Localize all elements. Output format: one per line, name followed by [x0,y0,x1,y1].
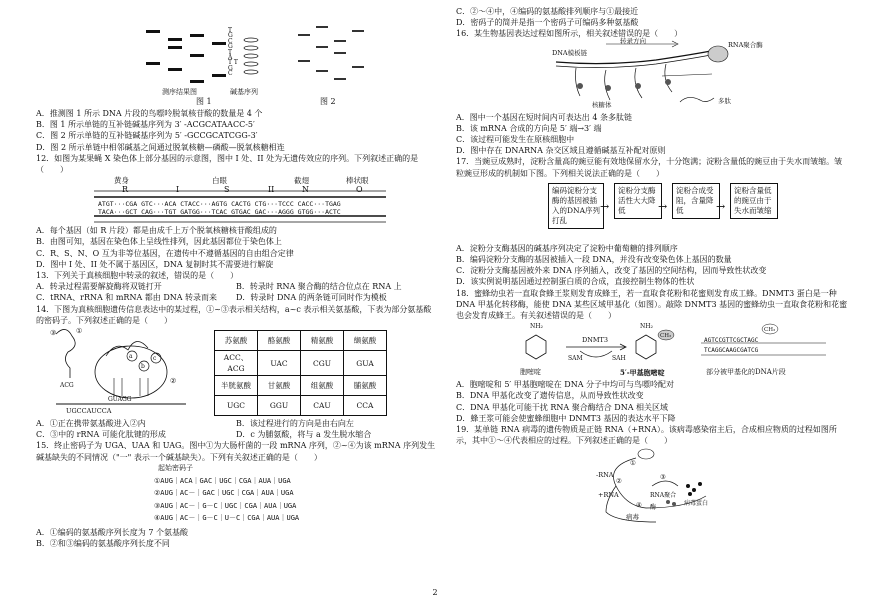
q17-options [456,243,848,288]
region-i: I [176,185,180,195]
strand-top-6: CACC···TGAG [297,200,341,209]
q14-option-c: C．③中的 rRNA 可能化肽键的形成 [36,430,166,440]
q17-option-b: B．编码淀粉分支酶的基因被插入一段 DNA，并没有改变染色体上基因的数量 [456,255,732,265]
q14-label-b: b [141,363,145,371]
q17-option-c: C．淀粉分支酶基因被外来 DNA 序列插入，改变了基因的空间结构，因而导致性状改变 [456,266,767,276]
flow-arrow-1: → [600,199,610,213]
rna-virus-figure [456,446,848,526]
q16-label-rnapol: RNA聚合酶 [728,40,763,49]
gene-label-bar: 棒状眼 [346,176,369,186]
strand-bottom-4: GTGAC [231,208,251,217]
figure-1-2 [36,0,436,98]
strand-bottom [98,207,341,218]
table-cell: 缬氨酸 [344,331,387,351]
q14-label-1: ① [76,327,83,336]
q18-option-b: B．DNA 甲基化改变了遗传信息，从而导致性状改变 [456,391,644,401]
q18-label-cytosine: 胞嘧啶 [520,368,541,377]
strand-bottom-5: GAC···AGGG [254,208,294,217]
q12-option-b: B．由图可知，基因在染色体上呈线性排列，因此基因都位于染色体上 [36,237,282,247]
table-row [215,351,387,376]
q19-label-protein: 病毒蛋白 [684,500,709,508]
q18-option-c: C．DNA 甲基化可能干扰 RNA 聚合酶结合 DNA 相关区域 [456,402,669,412]
q15-option-c: C．②～④中，④编码的氨基酸排列顺序与①最接近 [456,7,639,16]
table-cell: UGC [215,396,258,416]
q14-label-c: c [153,355,157,363]
q18-label-ch3-dna: CH₃ [764,327,776,334]
fig-captions [36,98,436,108]
flow-box-2: 淀粉分支酶活性大大降低 [614,183,662,219]
q12-option-d: D．图中 I 处、II 处不属于基因区，DNA 复制时其不需要进行解旋 [36,259,274,269]
gene-expression-figure [456,40,848,112]
q13-option-d: D．转录时 DNA 的两条链可同时作为模板 [236,293,387,303]
q13-stem: 13．下列关于真核细胞中转录的叙述，错误的是（ ） [36,271,239,281]
q16-label-direction: 转录方向 [620,36,646,45]
strand-top-3: CTACC···AGTG [180,200,228,209]
fig2-caption: 图 2 [320,97,336,106]
strand-top-1: ATGT···CGA [98,200,138,209]
q19-label-step-2: ② [616,477,622,486]
q19-figure [456,446,848,526]
q15-row-1: ①AUG｜ACA｜GAC｜UGC｜CGA｜AUA｜UGA [154,476,291,485]
q14-label-mrna: UGCCAUCCA [66,407,112,416]
q13-option-c: C．tRNA、rRNA 和 mRNA 都由 DNA 转录而来 [36,293,218,303]
table-cell: ACC、ACG [215,351,258,376]
q12-gene-diagram [36,175,436,225]
table-cell: GUA [344,351,387,376]
strand-bottom-1: TACA···GCT [98,208,138,217]
q18-options [456,379,848,424]
q12-option-c: C．R、S、N、O 互为非等位基因，在遗传中不遵循基因的自由组合定律 [36,248,294,258]
table-cell: 精氨酸 [301,331,344,351]
table-cell: 脯氨酸 [344,376,387,396]
q15-stem: 15．终止密码子为 UGA、UAA 和 UAG。图中①为大肠杆菌的一段 mRNA 序列，②~④为该 mRNA 序列发生碱基缺失的不同情况（"一" 表示一个碱基缺失）。下列有关叙述正确的是（ ） [36,441,436,462]
q18-option-d: D．蜂王浆可能会使蜜蜂细胞中 DNMT3 基因的表达水平下降 [456,413,676,423]
q19-label-step-3: ③ [660,473,666,482]
flow-box-1: 编码淀粉分支酶的基因被插入的DNA序列打乱 [548,183,604,229]
q14-figure-row [36,326,436,418]
q13-options-row1 [36,281,436,292]
q16-stem: 16．某生物基因表达过程如图所示，相关叙述错误的是（ ） [456,29,683,39]
table-row [215,376,387,396]
fig1-sub1: 测序结果图 [162,88,197,96]
q12-options [36,225,436,270]
table-row [215,396,387,416]
flow-arrow-3: → [716,199,726,213]
q18-strand-top: AGTCCGTTCGCTAGC [704,337,759,345]
q14-option-a: A．①正在携带氨基酸进入②内 [36,419,146,429]
q14-label-a: a [129,353,133,361]
right-column [456,6,848,526]
q18-label-nh2-a: NH₂ [530,323,543,331]
q15-option-d: D．密码子的简并是指一个密码子可编码多种氨基酸 [456,18,639,28]
q17-option-a: A．淀粉分支酶基因的碱基序列决定了淀粉中葡萄糖的排列顺序 [456,243,678,253]
q14-option-b: B．该过程进行的方向是由右向左 [236,419,354,429]
q15-option-b: B．②和③编码的氨基酸序列长度不同 [36,539,170,549]
q16-option-b: B．该 mRNA 合成的方向是 5′ 端→3′ 端 [456,123,602,133]
q14-label-acg: ACG [60,382,74,390]
q12-option-a: A．每个基因（如 R 片段）都是由成千上万个脱氧核糖核苷酸组成的 [36,226,277,236]
q16-label-ribosome: 核糖体 [592,100,612,109]
strand-bottom-6: GTGG···ACTC [297,208,341,217]
q18-label-sam: SAM [568,355,583,363]
q18-label-5mc: 5′-甲基胞嘧啶 [620,368,665,378]
q11-option-d: D．图 2 所示单链中相邻碱基之间通过脱氧核糖—磷酸—脱氧核糖相连 [36,142,285,152]
strand-bottom-3: GATGG···TCAC [180,208,228,217]
q16-option-c: C．该过程可能发生在原核细胞中 [456,135,575,145]
q19-label-step-4: ④ [636,501,642,510]
table-cell: 苏氨酸 [215,331,258,351]
q14-label-anticodons: GUAGG [108,396,132,404]
q15-mrna-figure [36,463,436,527]
q18-label-sah: SAH [612,355,626,363]
q11-option-c: C．图 2 所示单链的互补链碱基序列为 5′ -GCCGCATCGG-3′ [36,131,258,141]
table-cell: CCA [344,396,387,416]
fig1-sub2: 碱基序列 [230,88,258,96]
region-n: N [302,185,309,195]
table-cell: 组氨酸 [301,376,344,396]
q18-option-a: A．胞嘧啶和 5′ 甲基胞嘧啶在 DNA 分子中均可与鸟嘌呤配对 [456,380,675,390]
q19-label-plus-rna: +RNA [598,491,619,500]
gene-label-yellow: 黄身 [114,176,129,186]
q18-label-nh2-b: NH₂ [640,323,653,331]
start-codon-label: 起始密码子 [158,463,193,472]
q19-label-virus: 病毒 [626,513,639,522]
q16-figure [456,36,848,112]
strand-top-4: CACTG [231,200,251,209]
q18-label-dnmt3: DNMT3 [582,336,609,345]
q16-label-dna: DNA模板链 [552,48,588,57]
q11-option-b: B．图 1 所示单链的互补链碱基序列为 3′ -ACGCATAACC-5′ [36,120,255,130]
q16-options [456,112,848,157]
table-cell: 酪氨酸 [258,331,301,351]
strand-top-5: CTG···TCCC [254,200,294,209]
q18-label-methylated-dna: 部分被甲基化的DNA片段 [706,368,786,377]
q19-label-minus-rna: -RNA [596,471,614,480]
flow-box-3: 淀粉合成受阻，含量降低 [672,183,720,219]
q13-option-a: A．转录过程需要解旋酶将双链打开 [36,282,162,292]
q19-label-rnapol: RNA聚合酶 [650,492,677,511]
q16-option-d: D．图中存在 DNARNA 杂交区域且遵循碱基互补配对原则 [456,146,666,156]
q18-figure [456,321,848,379]
q13-options-row2 [36,292,436,303]
q15-row-4: ④AUG｜AC－｜G－C｜U－C｜CGA｜AUA｜UGA [154,514,300,523]
region-ii: II [268,185,275,195]
fig1-caption: 图 1 [196,97,212,106]
table-cell: CAU [301,396,344,416]
gene-label-white: 白眼 [212,176,227,186]
q11-options [36,108,436,153]
left-column [36,0,436,549]
table-cell: UAC [258,351,301,376]
q14-label-3: ③ [50,329,57,338]
q17-option-d: D．该实例说明基因通过控制蛋白质的合成，直接控制生物体的性状 [456,277,695,287]
region-s: S [224,185,230,195]
region-o: O [356,185,363,195]
q18-strand-bottom: TCAGGCAAGCGATCG [704,347,759,355]
q17-flowchart [456,179,848,243]
q15-option-a: A．①编码的氨基酸序列长度为 7 个氨基酸 [36,527,188,537]
q18-label-ch3: CH₃ [660,333,672,340]
q16-option-a: A．图中一个基因在短时间内可表达出 4 条多肽链 [456,112,632,122]
q15-rows [154,475,299,525]
q16-label-peptide: 多肽 [718,96,731,105]
q19-stem: 19．某单链 RNA 病毒的遗传物质是正链 RNA（+RNA）。该病毒感染宿主后，合成相应物质的过程如图所示，其中①～④代表相应的过程。下列叙述正确的是（ ） [456,425,837,446]
table-cell: GGU [258,396,301,416]
q14-label-2: ② [170,377,177,386]
q17-stem: 17．当豌豆成熟时，淀粉含量高的豌豆能有效地保留水分，十分饱满；淀粉含量低的豌豆由于失水而皱缩。皱粒豌豆形成的机制如下图。下列相关说法正确的是（ ） [456,157,843,178]
q18-stem: 18．蜜蜂幼虫若一直取食蜂王浆则发育成蜂王，若一直取食花粉和花蜜则发育成工蜂。DNMT3 蛋白是一种 DNA 甲基化转移酶，能使 DNA 某些区域甲基化（如图）。敲除 DNMT3 基因的蜜蜂幼虫一直取食花粉和花蜜也会发育成蜂王。有关叙述错误的是（ ） [456,288,848,321]
fig1-sequence: T G C G T A T T G C [228,27,238,78]
table-cell: 半胱氨酸 [215,376,258,396]
q14-options-row1 [36,418,436,429]
page-number: 2 [432,588,438,597]
table-cell: 甘氨酸 [258,376,301,396]
region-r: R [122,185,129,195]
q14-stem: 14．下图为真核细胞遗传信息表达中的某过程，①~③表示相关结构，a~c 表示相关氨基酸，下表为部分氨基酸的密码子。下列叙述正确的是（ ） [36,304,432,325]
table-row [215,331,387,351]
q14-options-row2 [36,429,436,440]
q14-option-d: D．c 为脯氨酸，将与 a 发生脱水缩合 [236,430,372,440]
flow-arrow-2: → [658,199,668,213]
q15-row-3: ③AUG｜AC－｜G－C｜UGC｜CGA｜AUA｜UGA [154,501,297,510]
q12-stem: 12．如图为某果蝇 X 染色体上部分基因的示意图，图中 I 处、II 处为无遗传效应的序列。下列叙述正确的是（ ） [36,153,419,175]
q11-option-a: A．推测图 1 所示 DNA 片段的鸟嘌呤脱氧核苷酸的数量是 4 个 [36,109,263,118]
q13-option-b: B．转录时 RNA 聚合酶的结合位点在 RNA 上 [236,282,402,292]
q15-row-2: ②AUG｜AC－｜GAC｜UGC｜CGA｜AUA｜UGA [154,489,294,498]
gene-label-cut: 截翅 [294,176,309,186]
strand-bottom-2: CAG···TGT [141,208,177,217]
table-cell: CGU [301,351,344,376]
strand-top-2: GTC···ACA [141,200,177,209]
codon-table [214,330,387,416]
flow-box-4: 淀粉含量低的豌豆由于失水而皱缩 [730,183,778,219]
q19-label-step-1: ① [630,459,636,468]
